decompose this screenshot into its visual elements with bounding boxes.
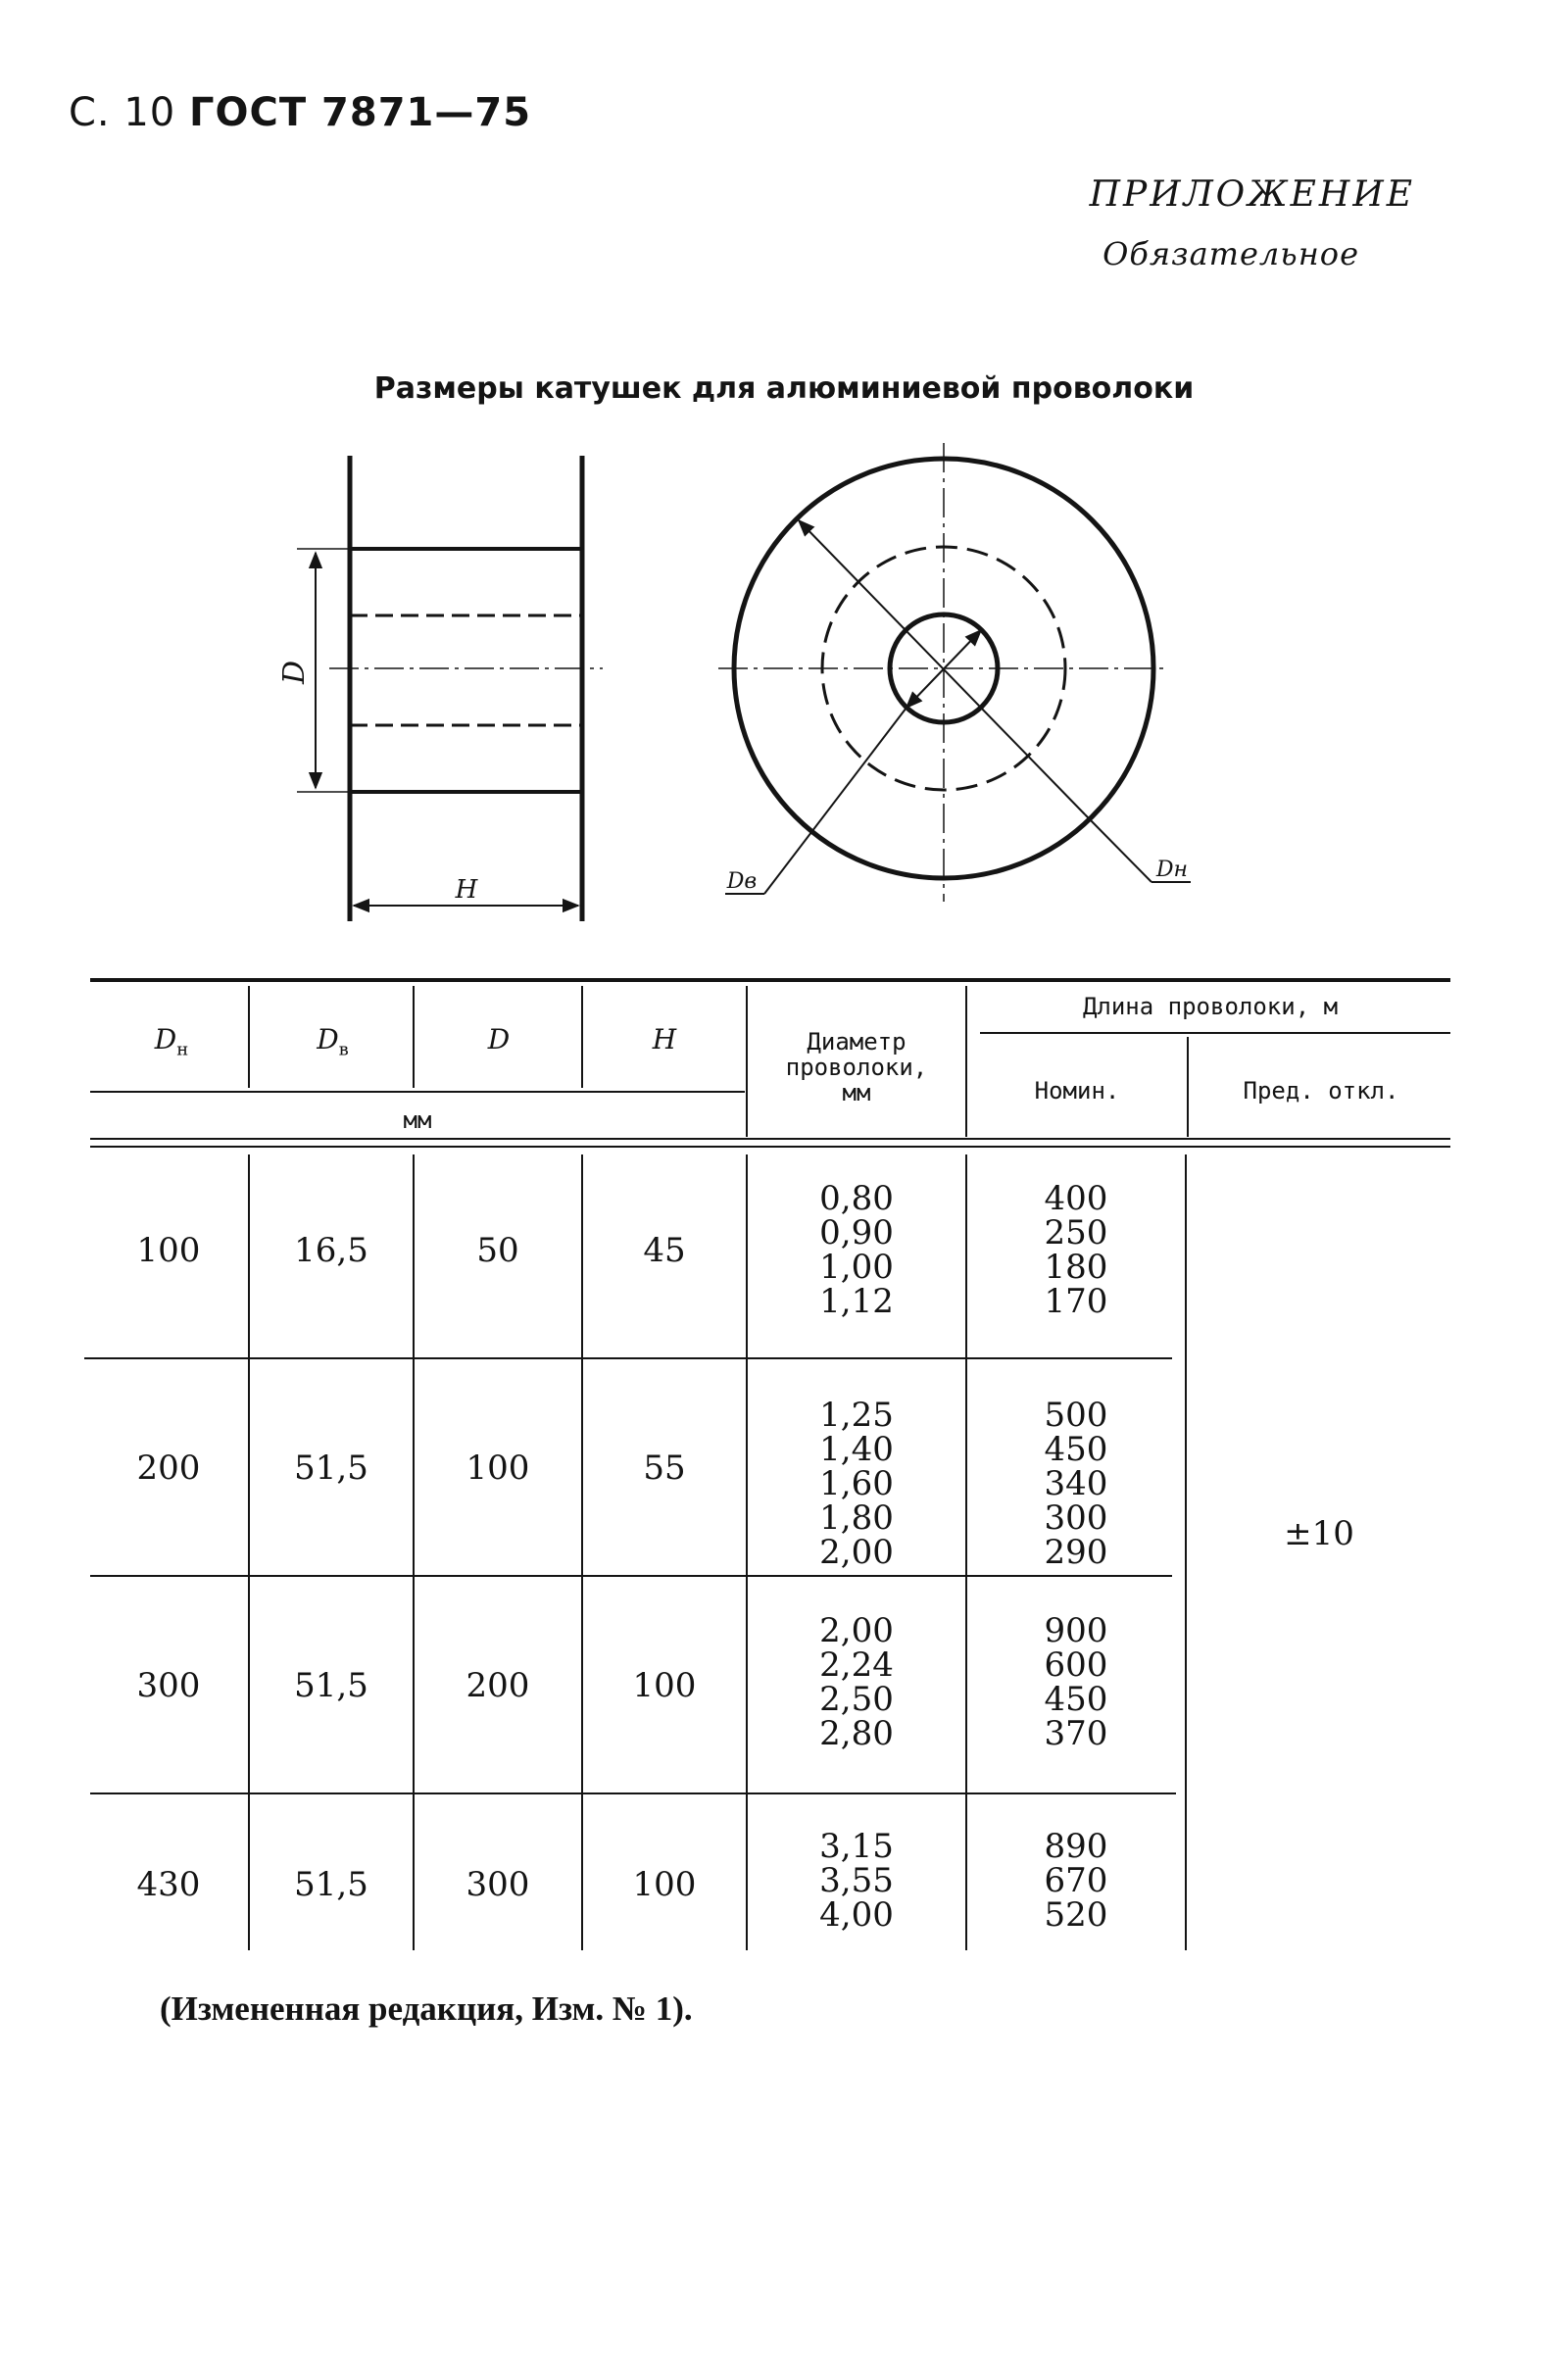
page-number: С. 10	[69, 90, 176, 135]
row2-h: 55	[643, 1449, 686, 1488]
row2-diameters: 1,25 1,40 1,60 1,80 2,00	[819, 1396, 894, 1572]
header-dv-main: D	[317, 1023, 339, 1056]
h-label: H	[455, 875, 478, 905]
header-dn-sub: н	[176, 1039, 189, 1060]
header-wire-length: Длина проволоки, м	[1082, 993, 1339, 1020]
header-nominal: Номин.	[1034, 1077, 1120, 1105]
amendment-note: (Измененная редакция, Изм. № 1).	[160, 1989, 693, 2028]
header-dn-main: D	[154, 1023, 177, 1056]
row1-dn: 100	[136, 1231, 201, 1270]
header-dv	[257, 1023, 409, 1060]
appendix-title: ПРИЛОЖЕНИЕ	[1089, 174, 1415, 215]
row4-dv: 51,5	[294, 1865, 368, 1904]
row1-lengths: 400 250 180 170	[1044, 1179, 1108, 1321]
row2-dn: 200	[136, 1449, 201, 1488]
d-label: D	[277, 660, 312, 685]
header-tolerance: Пред. откл.	[1243, 1077, 1399, 1105]
figure-title: Размеры катушек для алюминиевой проволоки	[373, 371, 1195, 406]
row3-dn: 300	[136, 1666, 201, 1705]
row1-diameters: 0,80 0,90 1,00 1,12	[819, 1179, 894, 1321]
header-d: D	[487, 1023, 511, 1056]
row3-diameters: 2,00 2,24 2,50 2,80	[819, 1611, 894, 1753]
row3-lengths: 900 600 450 370	[1044, 1611, 1108, 1753]
row1-d: 50	[476, 1231, 519, 1270]
header-unit: мм	[403, 1106, 432, 1134]
row1-dv: 16,5	[294, 1231, 368, 1270]
row2-lengths: 500 450 340 300 290	[1044, 1396, 1108, 1572]
row2-dv: 51,5	[294, 1449, 368, 1488]
row4-lengths: 890 670 520	[1044, 1827, 1108, 1935]
row3-h: 100	[632, 1666, 697, 1705]
row1-h: 45	[643, 1231, 686, 1270]
header-dn	[98, 1023, 245, 1060]
dv-label: Dв	[726, 869, 758, 894]
row3-d: 200	[466, 1666, 530, 1705]
row4-diameters: 3,15 3,55 4,00	[819, 1827, 894, 1935]
header-wire-diameter: Диаметр проволоки, мм	[785, 1028, 928, 1106]
appendix-subtitle: Обязательное	[1102, 235, 1359, 272]
tolerance-value: ±10	[1284, 1514, 1354, 1553]
header-h: H	[652, 1023, 677, 1056]
row4-h: 100	[632, 1865, 697, 1904]
row3-dv: 51,5	[294, 1666, 368, 1705]
dn-label: Dн	[1155, 858, 1189, 882]
row4-d: 300	[466, 1865, 530, 1904]
row2-d: 100	[466, 1449, 530, 1488]
header-dv-sub: в	[338, 1039, 349, 1060]
row4-dn: 430	[136, 1865, 201, 1904]
standard-number: ГОСТ 7871—75	[188, 90, 532, 135]
